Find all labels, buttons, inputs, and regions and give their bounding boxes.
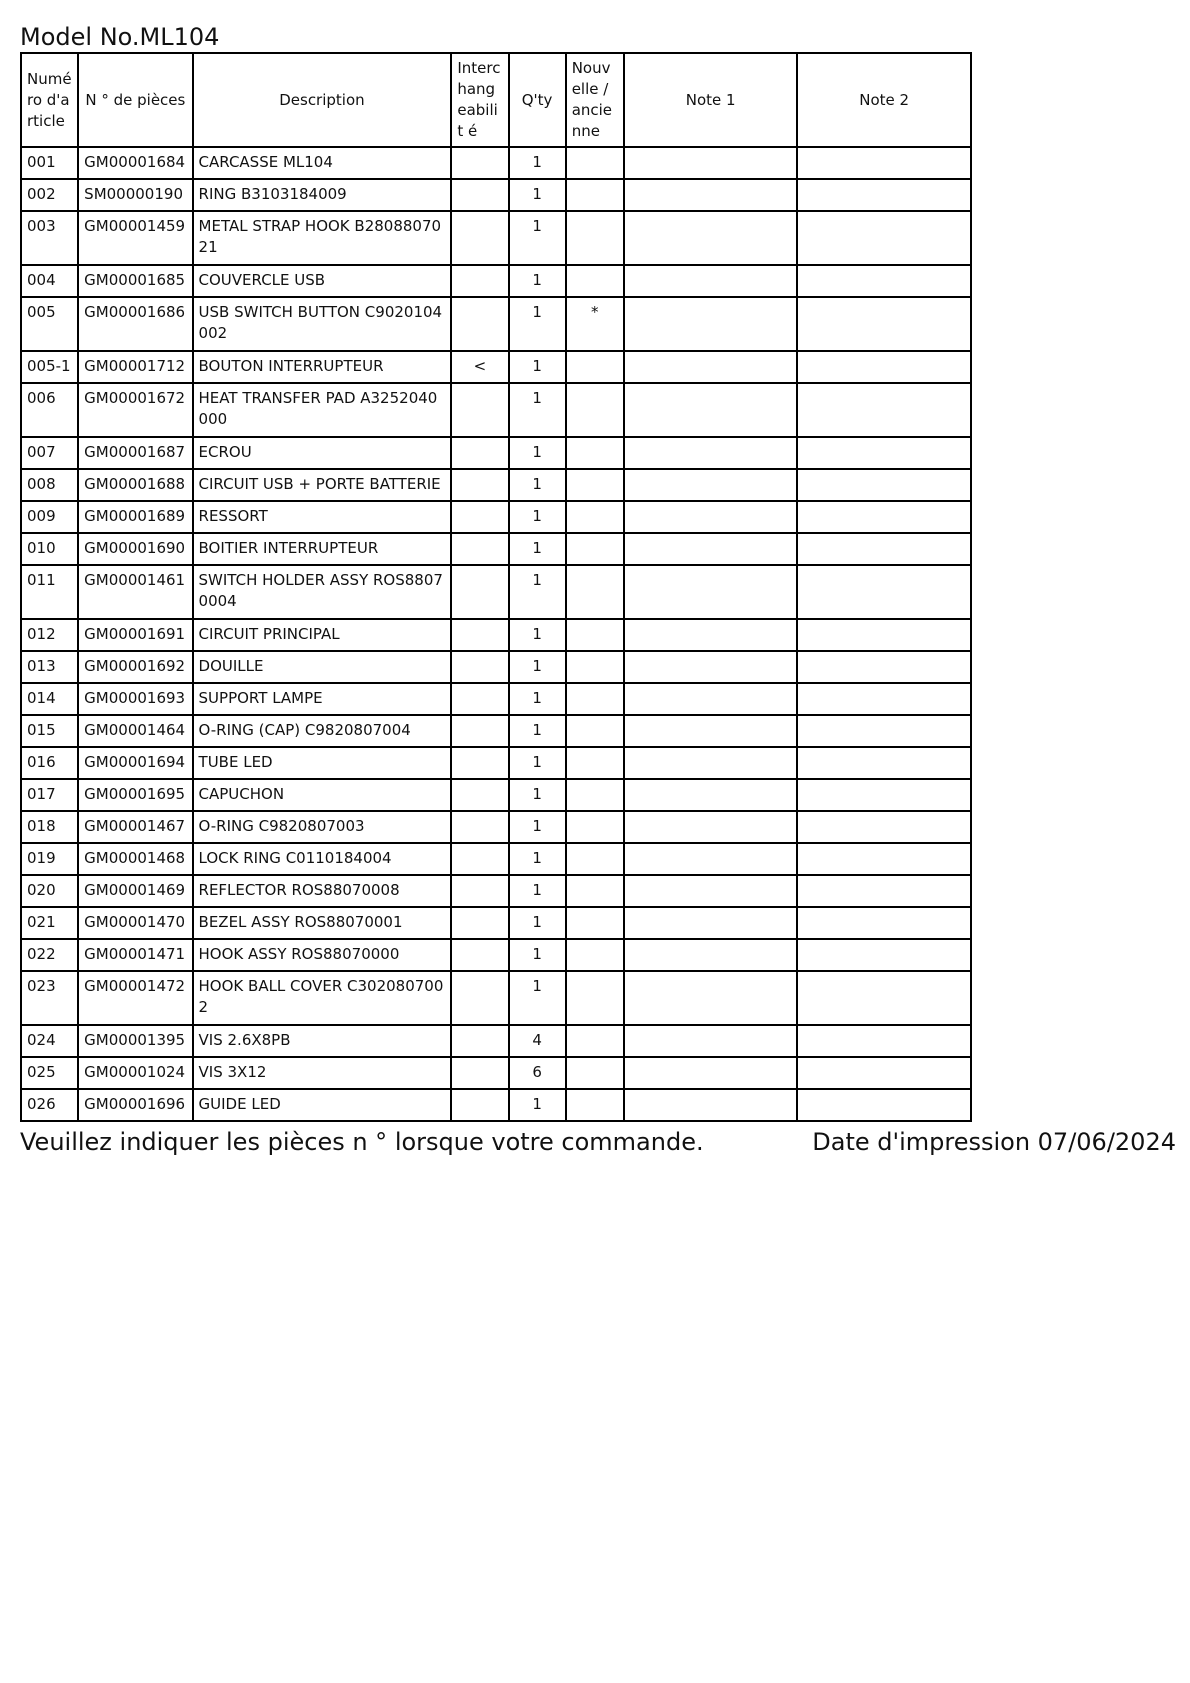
table-row xyxy=(21,811,971,843)
header-quantity: Q'ty xyxy=(509,53,566,147)
cell-part-number: GM00001694 xyxy=(78,747,192,779)
cell-note-1 xyxy=(624,297,798,351)
cell-new-old xyxy=(566,1057,624,1089)
cell-note-2 xyxy=(797,843,971,875)
cell-note-1 xyxy=(624,1089,798,1121)
cell-note-2 xyxy=(797,533,971,565)
cell-item-number: 014 xyxy=(21,683,78,715)
cell-quantity: 1 xyxy=(509,383,566,437)
cell-note-2 xyxy=(797,875,971,907)
cell-item-number: 006 xyxy=(21,383,78,437)
cell-item-number: 003 xyxy=(21,211,78,265)
header-note-1: Note 1 xyxy=(624,53,798,147)
table-row xyxy=(21,715,971,747)
cell-note-2 xyxy=(797,179,971,211)
cell-note-1 xyxy=(624,147,798,179)
cell-quantity: 1 xyxy=(509,843,566,875)
parts-table xyxy=(20,52,972,1122)
cell-note-2 xyxy=(797,265,971,297)
cell-new-old xyxy=(566,469,624,501)
cell-description: VIS 3X12 xyxy=(193,1057,452,1089)
cell-note-1 xyxy=(624,715,798,747)
cell-quantity: 4 xyxy=(509,1025,566,1057)
cell-quantity: 1 xyxy=(509,1089,566,1121)
cell-interchangeability xyxy=(451,971,508,1025)
cell-quantity: 1 xyxy=(509,437,566,469)
cell-quantity: 1 xyxy=(509,565,566,619)
table-row xyxy=(21,907,971,939)
cell-item-number: 021 xyxy=(21,907,78,939)
cell-quantity: 1 xyxy=(509,971,566,1025)
table-row xyxy=(21,971,971,1025)
cell-new-old xyxy=(566,1089,624,1121)
cell-description: SUPPORT LAMPE xyxy=(193,683,452,715)
cell-interchangeability xyxy=(451,907,508,939)
cell-note-2 xyxy=(797,147,971,179)
cell-item-number: 007 xyxy=(21,437,78,469)
cell-interchangeability xyxy=(451,939,508,971)
cell-note-2 xyxy=(797,907,971,939)
cell-part-number: GM00001395 xyxy=(78,1025,192,1057)
cell-note-1 xyxy=(624,1057,798,1089)
cell-item-number: 025 xyxy=(21,1057,78,1089)
cell-note-2 xyxy=(797,651,971,683)
cell-description: HOOK ASSY ROS88070000 xyxy=(193,939,452,971)
cell-note-1 xyxy=(624,747,798,779)
table-row xyxy=(21,651,971,683)
cell-item-number: 016 xyxy=(21,747,78,779)
cell-quantity: 1 xyxy=(509,939,566,971)
cell-item-number: 019 xyxy=(21,843,78,875)
cell-item-number: 020 xyxy=(21,875,78,907)
cell-interchangeability xyxy=(451,1025,508,1057)
cell-note-2 xyxy=(797,297,971,351)
cell-note-2 xyxy=(797,619,971,651)
header-part-number: N ° de pièces xyxy=(78,53,192,147)
cell-quantity: 1 xyxy=(509,875,566,907)
cell-note-1 xyxy=(624,683,798,715)
cell-part-number: GM00001468 xyxy=(78,843,192,875)
print-date: Date d'impression 07/06/2024 xyxy=(812,1128,1176,1156)
cell-interchangeability xyxy=(451,875,508,907)
cell-description: BOITIER INTERRUPTEUR xyxy=(193,533,452,565)
cell-item-number: 010 xyxy=(21,533,78,565)
cell-quantity: 1 xyxy=(509,469,566,501)
cell-new-old xyxy=(566,1025,624,1057)
cell-part-number: GM00001686 xyxy=(78,297,192,351)
cell-description: O-RING C9820807003 xyxy=(193,811,452,843)
cell-part-number: GM00001696 xyxy=(78,1089,192,1121)
table-row xyxy=(21,747,971,779)
cell-quantity: 1 xyxy=(509,651,566,683)
cell-note-1 xyxy=(624,875,798,907)
cell-new-old xyxy=(566,715,624,747)
cell-part-number: GM00001695 xyxy=(78,779,192,811)
cell-part-number: GM00001712 xyxy=(78,351,192,383)
cell-note-1 xyxy=(624,651,798,683)
cell-part-number: SM00000190 xyxy=(78,179,192,211)
table-row xyxy=(21,297,971,351)
cell-note-2 xyxy=(797,747,971,779)
cell-item-number: 005-1 xyxy=(21,351,78,383)
cell-description: CAPUCHON xyxy=(193,779,452,811)
cell-item-number: 004 xyxy=(21,265,78,297)
cell-note-1 xyxy=(624,437,798,469)
cell-new-old xyxy=(566,683,624,715)
table-row xyxy=(21,1025,971,1057)
cell-description: CIRCUIT PRINCIPAL xyxy=(193,619,452,651)
cell-interchangeability xyxy=(451,437,508,469)
cell-note-1 xyxy=(624,619,798,651)
cell-description: O-RING (CAP) C9820807004 xyxy=(193,715,452,747)
cell-description: GUIDE LED xyxy=(193,1089,452,1121)
cell-description: BEZEL ASSY ROS88070001 xyxy=(193,907,452,939)
cell-interchangeability: < xyxy=(451,351,508,383)
cell-note-2 xyxy=(797,1057,971,1089)
cell-quantity: 6 xyxy=(509,1057,566,1089)
cell-description: REFLECTOR ROS88070008 xyxy=(193,875,452,907)
cell-part-number: GM00001692 xyxy=(78,651,192,683)
cell-quantity: 1 xyxy=(509,747,566,779)
cell-new-old xyxy=(566,811,624,843)
cell-description: RESSORT xyxy=(193,501,452,533)
header-description: Description xyxy=(193,53,452,147)
cell-description: VIS 2.6X8PB xyxy=(193,1025,452,1057)
cell-new-old xyxy=(566,619,624,651)
cell-note-2 xyxy=(797,811,971,843)
cell-quantity: 1 xyxy=(509,715,566,747)
cell-new-old xyxy=(566,533,624,565)
cell-note-2 xyxy=(797,437,971,469)
cell-new-old xyxy=(566,747,624,779)
cell-note-2 xyxy=(797,683,971,715)
cell-part-number: GM00001467 xyxy=(78,811,192,843)
cell-description: CARCASSE ML104 xyxy=(193,147,452,179)
cell-note-2 xyxy=(797,565,971,619)
header-interchangeability: Interc hang eabilit é xyxy=(451,53,508,147)
cell-interchangeability xyxy=(451,1089,508,1121)
cell-item-number: 013 xyxy=(21,651,78,683)
header-item-number: Numé ro d'a rticle xyxy=(21,53,78,147)
cell-description: TUBE LED xyxy=(193,747,452,779)
cell-note-1 xyxy=(624,939,798,971)
cell-note-2 xyxy=(797,501,971,533)
cell-note-2 xyxy=(797,971,971,1025)
cell-quantity: 1 xyxy=(509,297,566,351)
cell-interchangeability xyxy=(451,147,508,179)
cell-item-number: 018 xyxy=(21,811,78,843)
cell-new-old xyxy=(566,651,624,683)
cell-note-1 xyxy=(624,907,798,939)
cell-interchangeability xyxy=(451,501,508,533)
table-row xyxy=(21,875,971,907)
cell-interchangeability xyxy=(451,469,508,501)
cell-item-number: 026 xyxy=(21,1089,78,1121)
cell-item-number: 001 xyxy=(21,147,78,179)
table-row xyxy=(21,533,971,565)
cell-note-1 xyxy=(624,211,798,265)
table-row xyxy=(21,469,971,501)
cell-part-number: GM00001688 xyxy=(78,469,192,501)
cell-description: SWITCH HOLDER ASSY ROS88070004 xyxy=(193,565,452,619)
table-row xyxy=(21,501,971,533)
cell-part-number: GM00001693 xyxy=(78,683,192,715)
cell-description: RING B3103184009 xyxy=(193,179,452,211)
cell-description: CIRCUIT USB + PORTE BATTERIE xyxy=(193,469,452,501)
cell-note-1 xyxy=(624,971,798,1025)
cell-new-old xyxy=(566,779,624,811)
table-row xyxy=(21,437,971,469)
cell-quantity: 1 xyxy=(509,211,566,265)
cell-part-number: GM00001459 xyxy=(78,211,192,265)
cell-note-1 xyxy=(624,843,798,875)
cell-note-2 xyxy=(797,939,971,971)
table-row xyxy=(21,147,971,179)
cell-item-number: 008 xyxy=(21,469,78,501)
cell-interchangeability xyxy=(451,179,508,211)
header-note-2: Note 2 xyxy=(797,53,971,147)
table-row xyxy=(21,179,971,211)
cell-part-number: GM00001472 xyxy=(78,971,192,1025)
cell-new-old xyxy=(566,147,624,179)
cell-new-old xyxy=(566,179,624,211)
cell-note-1 xyxy=(624,351,798,383)
cell-note-2 xyxy=(797,1025,971,1057)
table-row xyxy=(21,619,971,651)
cell-part-number: GM00001685 xyxy=(78,265,192,297)
cell-new-old xyxy=(566,265,624,297)
cell-part-number: GM00001691 xyxy=(78,619,192,651)
cell-item-number: 015 xyxy=(21,715,78,747)
cell-interchangeability xyxy=(451,619,508,651)
table-row xyxy=(21,1089,971,1121)
cell-note-2 xyxy=(797,351,971,383)
cell-new-old xyxy=(566,501,624,533)
cell-note-1 xyxy=(624,565,798,619)
cell-part-number: GM00001672 xyxy=(78,383,192,437)
cell-item-number: 017 xyxy=(21,779,78,811)
table-row xyxy=(21,683,971,715)
cell-note-2 xyxy=(797,1089,971,1121)
cell-interchangeability xyxy=(451,265,508,297)
cell-description: BOUTON INTERRUPTEUR xyxy=(193,351,452,383)
cell-interchangeability xyxy=(451,811,508,843)
cell-part-number: GM00001470 xyxy=(78,907,192,939)
cell-note-1 xyxy=(624,501,798,533)
cell-quantity: 1 xyxy=(509,533,566,565)
cell-description: LOCK RING C0110184004 xyxy=(193,843,452,875)
cell-part-number: GM00001469 xyxy=(78,875,192,907)
header-new-old: Nouv elle / ancie nne xyxy=(566,53,624,147)
cell-description: ECROU xyxy=(193,437,452,469)
cell-new-old xyxy=(566,351,624,383)
cell-item-number: 002 xyxy=(21,179,78,211)
cell-interchangeability xyxy=(451,297,508,351)
cell-part-number: GM00001471 xyxy=(78,939,192,971)
cell-part-number: GM00001684 xyxy=(78,147,192,179)
cell-new-old xyxy=(566,211,624,265)
cell-part-number: GM00001689 xyxy=(78,501,192,533)
cell-quantity: 1 xyxy=(509,265,566,297)
cell-part-number: GM00001461 xyxy=(78,565,192,619)
table-row xyxy=(21,383,971,437)
cell-interchangeability xyxy=(451,383,508,437)
cell-new-old xyxy=(566,565,624,619)
cell-description: HOOK BALL COVER C3020807002 xyxy=(193,971,452,1025)
cell-quantity: 1 xyxy=(509,179,566,211)
cell-interchangeability xyxy=(451,1057,508,1089)
cell-new-old xyxy=(566,907,624,939)
cell-description: USB SWITCH BUTTON C9020104002 xyxy=(193,297,452,351)
cell-quantity: 1 xyxy=(509,683,566,715)
cell-interchangeability xyxy=(451,211,508,265)
cell-interchangeability xyxy=(451,533,508,565)
cell-part-number: GM00001687 xyxy=(78,437,192,469)
cell-interchangeability xyxy=(451,779,508,811)
cell-new-old xyxy=(566,383,624,437)
table-row xyxy=(21,843,971,875)
cell-quantity: 1 xyxy=(509,351,566,383)
cell-interchangeability xyxy=(451,843,508,875)
cell-part-number: GM00001464 xyxy=(78,715,192,747)
order-instruction: Veuillez indiquer les pièces n ° lorsque votre commande. xyxy=(20,1128,704,1156)
cell-note-2 xyxy=(797,715,971,747)
cell-item-number: 005 xyxy=(21,297,78,351)
cell-new-old xyxy=(566,843,624,875)
cell-interchangeability xyxy=(451,683,508,715)
cell-note-1 xyxy=(624,383,798,437)
cell-quantity: 1 xyxy=(509,811,566,843)
cell-quantity: 1 xyxy=(509,147,566,179)
cell-note-1 xyxy=(624,779,798,811)
cell-item-number: 024 xyxy=(21,1025,78,1057)
cell-item-number: 022 xyxy=(21,939,78,971)
cell-description: HEAT TRANSFER PAD A3252040000 xyxy=(193,383,452,437)
cell-note-1 xyxy=(624,811,798,843)
cell-new-old xyxy=(566,875,624,907)
table-row xyxy=(21,265,971,297)
table-row xyxy=(21,211,971,265)
cell-interchangeability xyxy=(451,651,508,683)
cell-description: DOUILLE xyxy=(193,651,452,683)
cell-item-number: 012 xyxy=(21,619,78,651)
table-row xyxy=(21,565,971,619)
cell-note-1 xyxy=(624,469,798,501)
cell-item-number: 009 xyxy=(21,501,78,533)
table-row xyxy=(21,1057,971,1089)
cell-note-1 xyxy=(624,1025,798,1057)
cell-quantity: 1 xyxy=(509,619,566,651)
cell-note-2 xyxy=(797,469,971,501)
cell-note-1 xyxy=(624,265,798,297)
table-header-row xyxy=(21,53,971,147)
table-row xyxy=(21,779,971,811)
cell-new-old xyxy=(566,971,624,1025)
table-row xyxy=(21,939,971,971)
cell-quantity: 1 xyxy=(509,907,566,939)
cell-quantity: 1 xyxy=(509,501,566,533)
cell-new-old xyxy=(566,437,624,469)
cell-description: COUVERCLE USB xyxy=(193,265,452,297)
cell-item-number: 011 xyxy=(21,565,78,619)
cell-note-2 xyxy=(797,779,971,811)
cell-note-1 xyxy=(624,179,798,211)
cell-description: METAL STRAP HOOK B2808807021 xyxy=(193,211,452,265)
table-row xyxy=(21,351,971,383)
page-title: Model No.ML104 xyxy=(20,23,220,51)
cell-part-number: GM00001690 xyxy=(78,533,192,565)
cell-note-2 xyxy=(797,211,971,265)
cell-interchangeability xyxy=(451,747,508,779)
cell-note-2 xyxy=(797,383,971,437)
cell-quantity: 1 xyxy=(509,779,566,811)
cell-interchangeability xyxy=(451,565,508,619)
cell-interchangeability xyxy=(451,715,508,747)
cell-new-old xyxy=(566,939,624,971)
cell-note-1 xyxy=(624,533,798,565)
cell-part-number: GM00001024 xyxy=(78,1057,192,1089)
cell-new-old: * xyxy=(566,297,624,351)
cell-item-number: 023 xyxy=(21,971,78,1025)
